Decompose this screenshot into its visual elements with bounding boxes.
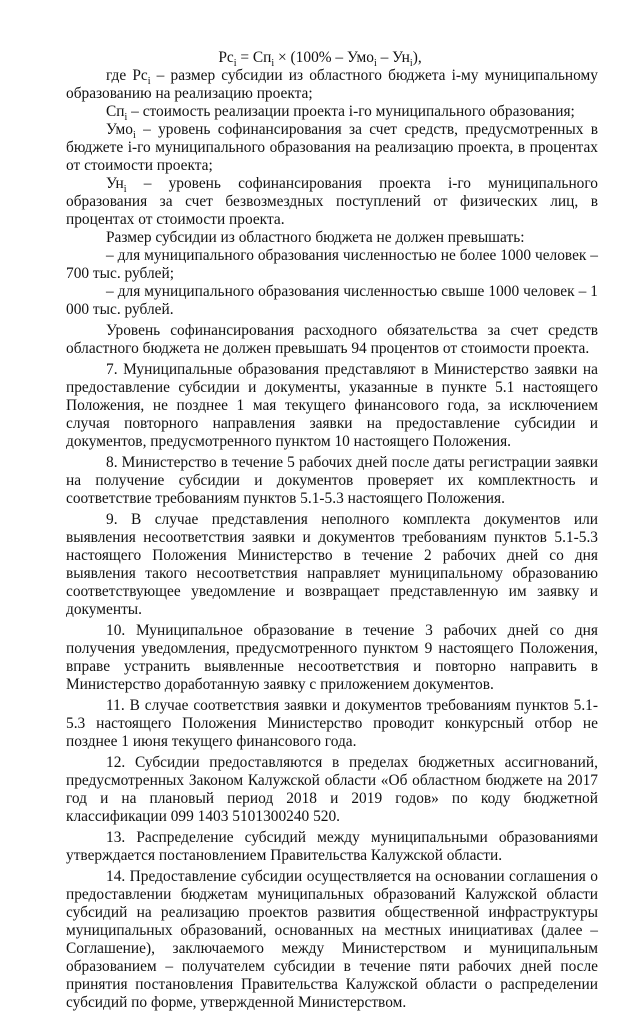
paragraph-limit-small: – для муниципального образования численностью не более 1000 человек – 700 тыс. рублей;: [66, 247, 598, 282]
paragraph-definition-umo: Умо$_i$ – уровень софинансирования за счет средств, предусмотренных в бюджете i-го муниципального образования на реализацию проекта, в процентах от стоимости проекта;: [66, 121, 598, 174]
paragraph-subsidy-limit-intro: Размер субсидии из областного бюджета не должен превышать:: [106, 229, 525, 246]
paragraph-clause-11: 11. В случае соответствия заявки и документов требованиям пунктов 5.1-5.3 настоящего Положения Министерство проводит конкурсный отбор не позднее 1 июня текущего финансового года.: [66, 697, 598, 750]
paragraph-clause-12: 12. Субсидии предоставляются в пределах бюджетных ассигнований, предусмотренных Законом Калужской области «Об областном бюджете на 2017 год и на плановый период 2018 и 2019 годов» по коду бюджетной классификации 099 1403 5101300240 520.: [66, 754, 598, 825]
paragraph-clause-13: 13. Распределение субсидий между муниципальными образованиями утверждается постановлением Правительства Калужской области.: [66, 829, 598, 864]
paragraph-limit-large: – для муниципального образования численностью свыше 1000 человек – 1 000 тыс. рублей.: [66, 283, 598, 318]
paragraph-clause-9: 9. В случае представления неполного комплекта документов или выявления несоответствия заявки и документов требованиям пунктов 5.1-5.3 настоящего Положения Министерство в течение 2 рабочих дней со дня выявления такого несоответствия направляет муниципальному образованию соответствующее уведомление и возвращает представленную им заявку и документы.: [66, 511, 598, 618]
paragraph-definition-rc: где $Рс_i$ – размер субсидии из областного бюджета i-му муниципальному образованию на реализацию проекта;: [66, 67, 598, 102]
paragraph-clause-7: 7. Муниципальные образования представляют в Министерство заявки на предоставление субсидии и документы, указанные в пункте 5.1 настоящего Положения, не позднее 1 мая текущего финансового года, за исключением случая повторного направления заявки на предоставление субсидии и документов, предусмотренного пунктом 10 настоящего Положения.: [66, 361, 598, 450]
subsidy-formula: $Рс_i = Сп_i \times (100\% - Умо_i - Ун_i)$,: [218, 49, 422, 70]
paragraph-clause-8: 8. Министерство в течение 5 рабочих дней после даты регистрации заявки на получение субсидии и документов проверяет их комплектность и соответствие требованиям пунктов 5.1-5.3 настоящего Положения.: [66, 454, 598, 507]
paragraph-clause-14: 14. Предоставление субсидии осуществляется на основании соглашения о предоставлении бюджетам муниципальных образований Калужской области субсидий на реализацию проектов развития общественной инфраструктуры муниципальных образований, основанных на местных инициативах (далее – Соглашение), заключаемого между Министерством и муниципальным образованием – получателем субсидии в течение пяти рабочих дней после принятия постановления Правительства Калужской области о распределении субсидий по форме, утвержденной Министерством.: [66, 868, 598, 1011]
paragraph-definition-sp: $Сп_i$ – стоимость реализации проекта i-го муниципального образования;: [106, 103, 575, 124]
paragraph-definition-un: $Ун_i$ – уровень софинансирования проекта i-го муниципального образования за счет безвозмездных поступлений от физических лиц, в процентах от стоимости проекта.: [66, 175, 598, 228]
paragraph-clause-10: 10. Муниципальное образование в течение 3 рабочих дней со дня получения уведомления, предусмотренного пунктом 9 настоящего Положения, вправе устранить выявленные несоответствия и повторно направить в Министерство доработанную заявку с приложением документов.: [66, 622, 598, 693]
paragraph-cofinancing-level: Уровень софинансирования расходного обязательства за счет средств областного бюджета не должен превышать 94 процентов от стоимости проекта.: [66, 322, 598, 357]
document-body: [66, 67, 598, 1012]
